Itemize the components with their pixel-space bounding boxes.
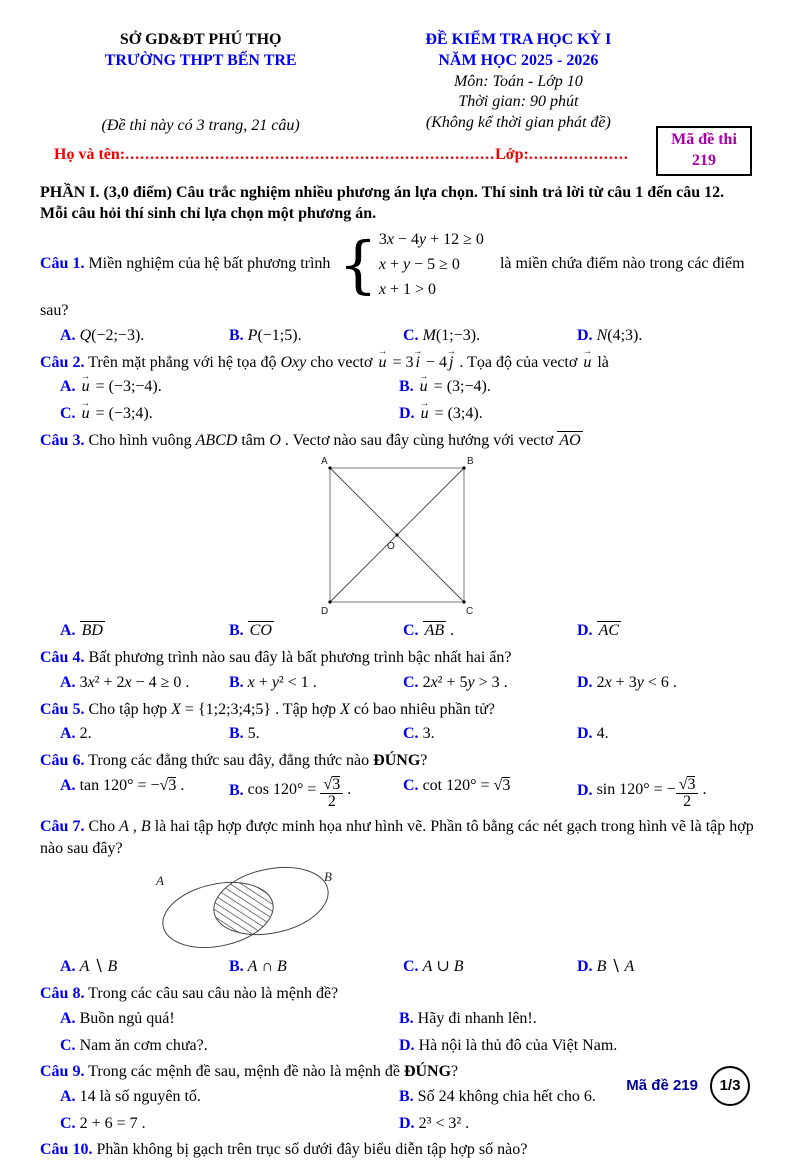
option-c: C. 2 + 6 = 7 . xyxy=(60,1114,146,1132)
question-4-options xyxy=(40,673,754,694)
option-b: B. 5. xyxy=(229,725,260,743)
question-2-text xyxy=(40,352,754,374)
set-a-label: A xyxy=(156,873,164,889)
vertex-a-label: A xyxy=(321,456,328,468)
venn-figure xyxy=(40,861,754,953)
option-d: D. B ∖ A xyxy=(577,958,635,976)
option-a: A. 2. xyxy=(60,725,92,743)
header-right xyxy=(361,30,675,136)
question-3-body: Cho hình vuông ABCD tâm O . Vectơ nào sau đây cùng hướng với vectơ AO xyxy=(88,431,581,449)
question-4-text xyxy=(40,647,754,669)
option-d: D. u → = (3;4). xyxy=(399,404,754,425)
question-10-text xyxy=(40,1139,754,1161)
question-5-options xyxy=(40,724,754,745)
question-3-text xyxy=(40,430,754,452)
option-d: D. 2³ < 3² . xyxy=(399,1114,470,1132)
question-4-label: Câu 4. xyxy=(40,649,85,667)
option-c: C. Nam ăn cơm chưa?. xyxy=(60,1036,208,1054)
class-label: Lớp: xyxy=(495,146,529,164)
question-4 xyxy=(40,647,754,693)
question-6-text xyxy=(40,750,754,772)
student-info-line xyxy=(40,145,640,166)
question-10 xyxy=(40,1139,754,1161)
class-dotted-line: .................... xyxy=(528,146,629,164)
question-7 xyxy=(40,816,754,978)
question-5-label: Câu 5. xyxy=(40,700,85,718)
question-8-label: Câu 8. xyxy=(40,985,85,1003)
subject-line: Môn: Toán - Lớp 10 xyxy=(453,72,583,90)
question-2 xyxy=(40,352,754,425)
question-10-body: Phần không bị gạch trên trục số dưới đây biểu diễn tập hợp số nào? xyxy=(96,1141,528,1159)
square-figure xyxy=(40,453,754,617)
option-b: B. Số 24 không chia hết cho 6. xyxy=(399,1087,596,1105)
question-8-body: Trong các câu sau câu nào là mệnh đề? xyxy=(88,985,339,1003)
option-a: A. Q(−2;−3). xyxy=(60,326,145,344)
question-5-text xyxy=(40,699,754,721)
option-c: C. M(1;−3). xyxy=(403,326,481,344)
exam-code-value: 219 xyxy=(692,151,716,169)
name-dotted-line: .......................................................................... xyxy=(125,146,496,164)
option-a: A. u → = (−3;−4). xyxy=(60,377,395,398)
exam-code-label: Mã đề thi xyxy=(671,131,737,148)
option-c: C. 2x² + 5y > 3 . xyxy=(403,673,508,691)
option-d: D. AC xyxy=(577,622,620,640)
question-7-options xyxy=(40,957,754,978)
option-a: A. A ∖ B xyxy=(60,958,118,976)
option-c: C. 3. xyxy=(403,725,435,743)
option-d: D. N(4;3). xyxy=(577,326,643,344)
question-5-body: Cho tập hợp X = {1;2;3;4;5} . Tập hợp X có bao nhiêu phần tử? xyxy=(88,700,495,718)
school-name: TRƯỜNG THPT BẾN TRE xyxy=(104,51,297,69)
square-abcd-diagram xyxy=(313,453,481,617)
question-1 xyxy=(40,229,754,346)
question-5 xyxy=(40,699,754,745)
question-3-options xyxy=(40,621,754,642)
vertex-b-label: B xyxy=(467,456,474,468)
option-a: A. tan 120° = −√3 . xyxy=(60,776,185,794)
venn-diagram xyxy=(126,861,356,953)
option-d: D. Hà nội là thủ đô của Việt Nam. xyxy=(399,1036,618,1054)
question-10-label: Câu 10. xyxy=(40,1141,93,1159)
part1-heading: PHẦN I. (3,0 điểm) Câu trắc nghiệm nhiều phương án lựa chọn. Thí sinh trả lời từ câu 1 đến câu 12. Mỗi câu hỏi thí sinh chỉ lựa chọn một phương án. xyxy=(40,184,725,223)
option-d: D. sin 120° = − $\frac{√3}{2}$ . xyxy=(577,775,707,811)
option-c: C. A ∪ B xyxy=(403,958,464,976)
option-b: B. Hãy đi nhanh lên!. xyxy=(399,1009,537,1027)
question-2-options xyxy=(40,377,754,425)
option-a: A. 3x² + 2x − 4 ≥ 0 . xyxy=(60,673,190,691)
option-b: B. P(−1;5). xyxy=(229,326,302,344)
question-9-label: Câu 9. xyxy=(40,1063,85,1081)
question-6-label: Câu 6. xyxy=(40,751,85,769)
question-8 xyxy=(40,983,754,1056)
question-8-options xyxy=(40,1009,754,1057)
question-1-body: Miền nghiệm của hệ bất phương trình { 3x − 4y + 12 ≥ 0 x + y − 5 ≥ 0 x + 1 > 0 là miền chứa điểm nào trong các điểm sau? xyxy=(40,227,745,320)
option-b: B. CO xyxy=(229,622,272,640)
name-label: Họ và tên: xyxy=(54,146,126,164)
question-2-body: Trên mặt phẳng với hệ tọa độ Oxy cho vectơ u → = 3 i → − 4 j → . Tọa độ của vectơ u → là xyxy=(88,354,609,371)
option-c: C. cot 120° = √3 xyxy=(403,776,511,794)
question-2-label: Câu 2. xyxy=(40,353,85,371)
duration-line: Thời gian: 90 phút xyxy=(458,93,579,111)
set-b-label: B xyxy=(324,869,332,885)
option-a: A. Buồn ngủ quá! xyxy=(60,1009,175,1027)
exam-header xyxy=(40,30,754,169)
page-number-badge: 1/3 xyxy=(710,1066,750,1106)
question-7-text xyxy=(40,816,754,859)
vertex-c-label: C xyxy=(466,606,474,618)
header-columns xyxy=(40,30,754,136)
vertex-d-label: D xyxy=(321,606,329,618)
option-a: A. BD xyxy=(60,622,103,640)
question-1-options xyxy=(40,326,754,347)
option-b: B. cos 120° = $\frac{√3}{2}$ . xyxy=(229,775,352,811)
duration-note: (Không kể thời gian phát đề) xyxy=(425,114,611,132)
option-b: B. u → = (3;−4). xyxy=(399,377,754,398)
question-9-body: Trong các mệnh đề sau, mệnh đề nào là mệnh đề ĐÚNG? xyxy=(88,1063,459,1081)
option-b: B. x + y² < 1 . xyxy=(229,673,317,691)
question-7-body: Cho A , B là hai tập hợp được minh họa như hình vẽ. Phần tô bằng các nét gạch trong hình vẽ là tập hợp nào sau đây? xyxy=(40,818,754,857)
header-left xyxy=(40,30,361,136)
center-o-label: O xyxy=(387,541,395,553)
option-d: D. 2x + 3y < 6 . xyxy=(577,673,677,691)
question-3-label: Câu 3. xyxy=(40,431,85,449)
page-footer xyxy=(626,1066,750,1106)
footer-exam-code: Mã đề 219 xyxy=(626,1077,698,1095)
option-a: A. 14 là số nguyên tố. xyxy=(60,1087,201,1105)
pages-note: (Đề thi này có 3 trang, 21 câu) xyxy=(101,116,300,134)
option-b: B. A ∩ B xyxy=(229,958,287,976)
question-6-options xyxy=(40,776,754,812)
question-6 xyxy=(40,750,754,811)
question-7-label: Câu 7. xyxy=(40,818,85,836)
question-1-label: Câu 1. xyxy=(40,255,85,273)
school-year: NĂM HỌC 2025 - 2026 xyxy=(438,51,599,69)
question-6-body: Trong các đẳng thức sau đây, đẳng thức nào ĐÚNG? xyxy=(88,751,428,769)
option-c: C. AB . xyxy=(403,622,455,640)
option-c: C. u → = (−3;4). xyxy=(60,404,395,425)
question-3 xyxy=(40,430,754,642)
option-d: D. 4. xyxy=(577,725,609,743)
question-4-body: Bất phương trình nào sau đây là bất phương trình bậc nhất hai ẩn? xyxy=(88,649,512,667)
question-1-text xyxy=(40,229,754,321)
department-name: SỞ GD&ĐT PHÚ THỌ xyxy=(119,31,282,48)
exam-title: ĐỀ KIỂM TRA HỌC KỲ I xyxy=(425,31,612,48)
question-8-text xyxy=(40,983,754,1005)
exam-code-box xyxy=(656,126,752,176)
